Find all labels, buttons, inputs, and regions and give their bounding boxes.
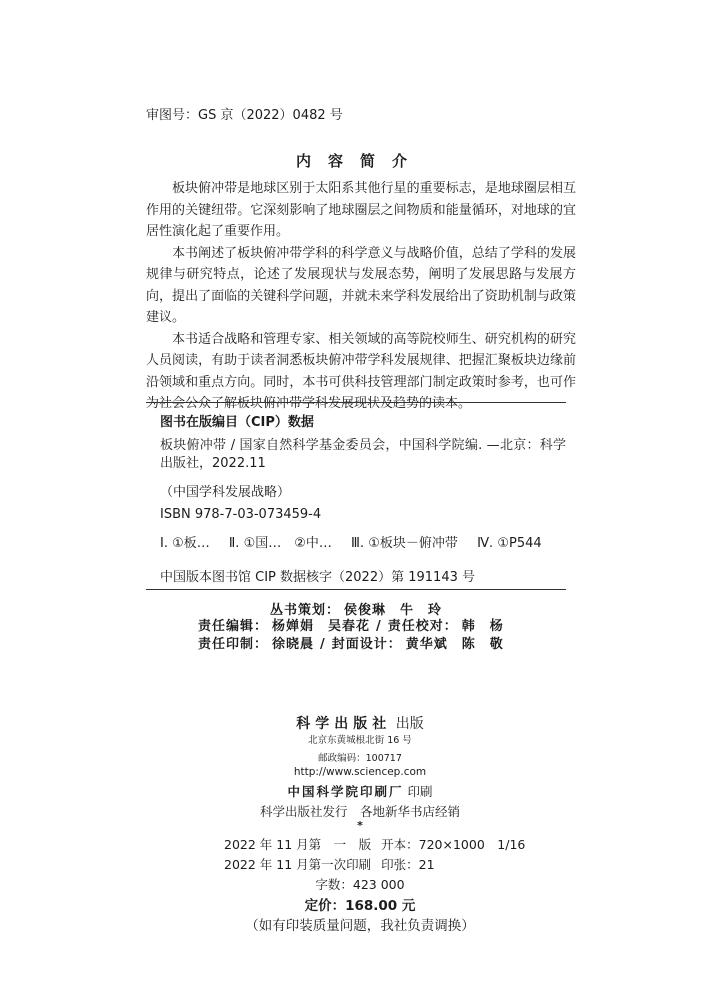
publisher-address: 北京东黄城根北街 16 号 (308, 735, 412, 746)
cip-bottom-divider (146, 589, 566, 590)
classification-item: Ⅲ. ①板块－俯冲带 (351, 536, 458, 551)
quality-note: （如有印装质量问题，我社负责调换） (245, 918, 475, 934)
credit-names: 韩 杨 (461, 619, 504, 634)
print-sheets: 印张：21 (381, 857, 435, 872)
credit-names: 侯俊琳 牛 玲 (344, 603, 443, 618)
intro-paragraph: 本书适合战略和管理专家、相关领域的高等院校师生、研究机构的研究人员阅读，有助于读者洞悉板块俯冲带学科发展规律、把握汇聚板块边缘前沿领域和重点方向。同时，本书可供科技管理部门制定政策时参考，也可作为社会公众了解板块俯冲带学科发展现状及趋势的读本。 (146, 331, 576, 411)
editors-credit: 责任编辑： 杨婵娟 吴春花 / 责任校对： 韩 杨 (198, 619, 504, 634)
intro-body (146, 178, 576, 415)
printer-line (0, 782, 720, 800)
printer-logo-text: 中国科学院印刷厂 (287, 784, 404, 799)
publisher-suffix: 出版 (395, 716, 424, 732)
intro-paragraph: 板块俯冲带是地球区别于太阳系其他行星的重要标志，是地球圈层相互作用的关键纽带。它深刻影响了地球圈层之间物质和能量循环，对地球的宜居性演化起了重要作用。 (146, 181, 576, 239)
classification-item: Ⅱ. ①国… ②中… (228, 536, 332, 551)
credit-names: 杨婵娟 吴春花 (272, 619, 371, 634)
printing-date: 2022 年 11 月第一次印刷 (224, 857, 372, 872)
cip-title: 图书在版编目（CIP）数据 (160, 415, 314, 430)
edition-line (224, 835, 525, 853)
edition-date: 2022 年 11 月第 一 版 (224, 837, 372, 852)
credit-label: 责任印制： (198, 637, 269, 652)
page-format: 开本：720×1000 1/16 (381, 837, 526, 852)
publisher-url: http://www.sciencep.com (293, 766, 427, 778)
publisher-logo-text: 科学出版社 (296, 716, 392, 732)
isbn: ISBN 978-7-03-073459-4 (160, 507, 322, 522)
printer-suffix: 印刷 (407, 784, 433, 799)
cip-series: （中国学科发展战略） (160, 485, 291, 500)
credit-label: 责任编辑： (198, 619, 269, 634)
credit-names: 徐晓晨 (272, 637, 315, 652)
map-approval-number: 审图号：GS 京（2022）0482 号 (146, 108, 343, 123)
classification-item: Ⅰ. ①板… (160, 536, 210, 551)
credit-label: 丛书策划： (270, 603, 341, 618)
intro-title: 内容简介 (295, 152, 424, 170)
classification-item: Ⅳ. ①P544 (477, 536, 542, 551)
print-cover-credit: 责任印制： 徐晓晨 / 封面设计： 黄华斌 陈 敬 (198, 637, 504, 652)
credit-label: 封面设计： (331, 637, 402, 652)
cip-top-divider (146, 402, 566, 403)
publisher-line (0, 713, 720, 733)
postal-code: 邮政编码：100717 (318, 753, 402, 764)
price: 定价：168.00 元 (304, 898, 416, 914)
cip-check-number: 中国版本图书馆 CIP 数据核字（2022）第 191143 号 (160, 570, 475, 585)
distribution-line: 科学出版社发行 各地新华书店经销 (259, 804, 460, 819)
cip-record: 板块俯冲带 / 国家自然科学基金委员会，中国科学院编. —北京：科学出版社，2022.11 (160, 438, 566, 471)
separator-asterisk: * (357, 819, 363, 832)
credit-label: 责任校对： (387, 619, 458, 634)
credit-names: 黄华斌 陈 敬 (405, 637, 504, 652)
cip-classification (160, 532, 557, 551)
printing-line (224, 855, 435, 873)
word-count: 字数：423 000 (315, 877, 405, 892)
intro-paragraph: 本书阐述了板块俯冲带学科的科学意义与战略价值，总结了学科的发展规律与研究特点，论述了发展现状与发展态势，阐明了发展思路与发展方向，提出了面临的关键科学问题，并就未来学科发展给出了资助机制与政策建议。 (146, 245, 576, 325)
